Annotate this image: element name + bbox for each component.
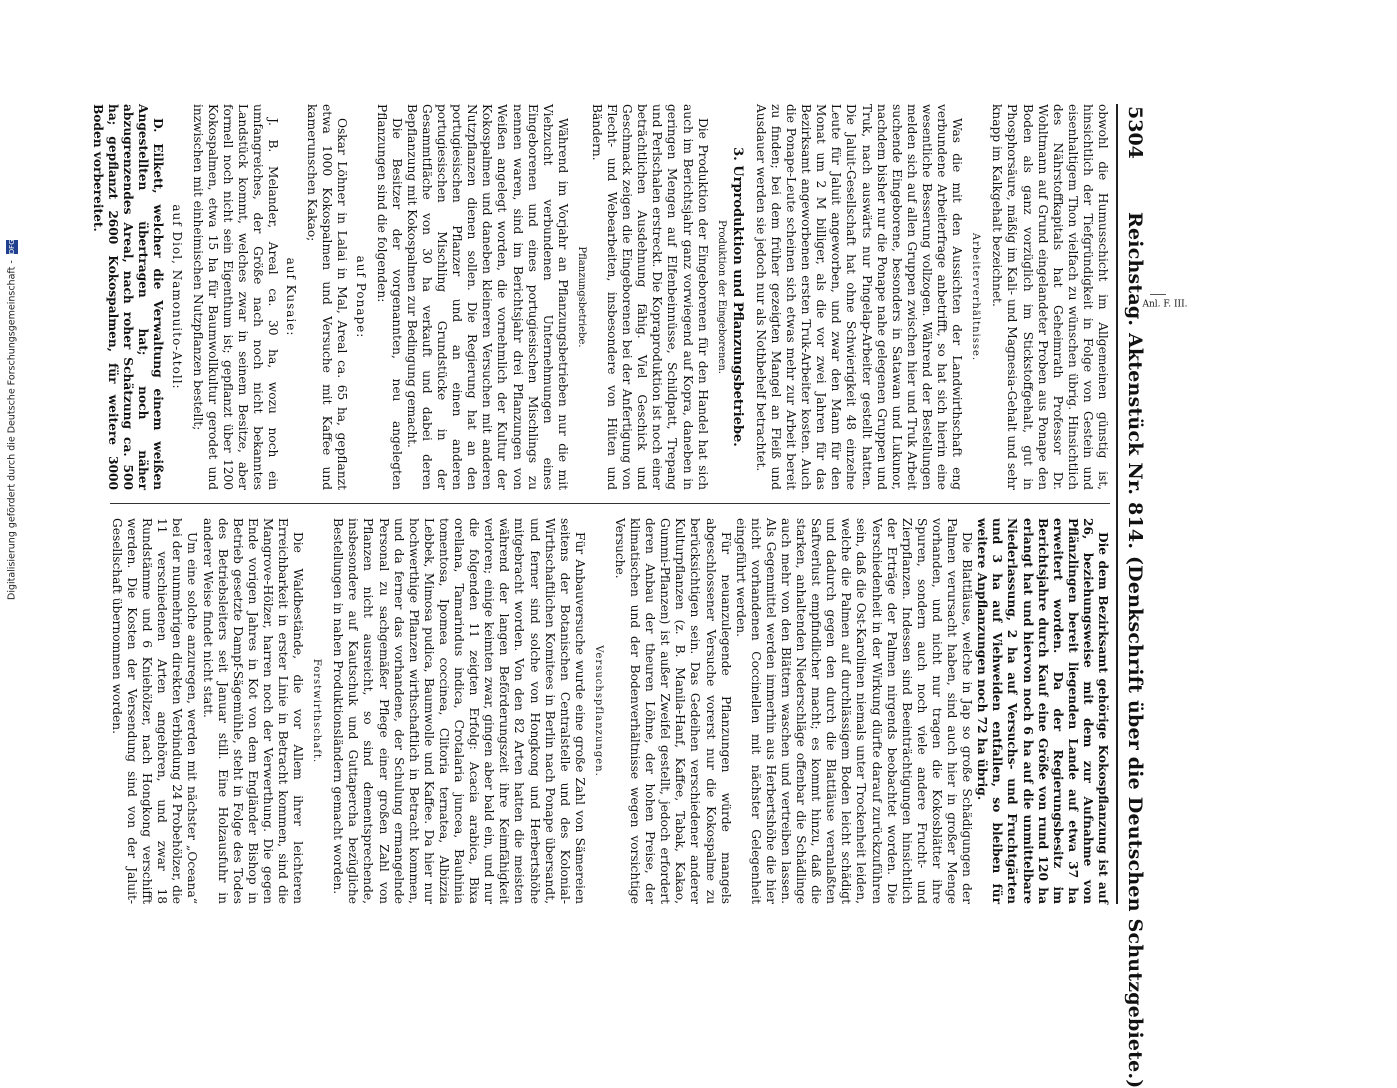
paragraph: Was die mit den Aussichten der Landwirthschaft eng verbundene Arbeiterfrage anbetrifft, so hat sich hierin eine wesentliche Besserung vollzogen. Während der Bestellungen melden sich auf allen Gruppen zwischen hier und Truk Arbeit suchende Eingeborene, besonders in Satawan und Lukunor, nachdem bisher nur die Ponape nahe gelegenen Gruppen und Truk, nach auswärts nur Pingelap-Arbeiter gestellt hatten. Die Jaluit-Gesellschaft hat ohne Schwierigkeit 48 einzelne Leute für Jaluit angeworben, und zwar den Mann für den Monat um 2 M billiger, als die vor zwei Jahren für das Bezirksamt angeworbenen ersten Truk-Arbeiter kosten. Auch die Ponape-Leute scheinen sich etwas mehr zur Arbeit bereit zu finden; bei dem früher gezeigten Mangel an Fleiß und Ausdauer werden sie jedoch nur als Nothbehelf betrachtet. — [753, 104, 965, 490]
place-heading: auf Diol, Namonuito-Atoll: — [169, 204, 184, 390]
paragraph: Die Besitzer der vorgenannten, neu angelegten Pflanzungen sind die folgenden: — [374, 104, 404, 490]
subheading: Pflanzungsbetriebe. — [575, 246, 587, 348]
paragraph: Die dem Bezirksamt gehörige Kokospflanzung ist auf 26, beziehungsweise mit dem zur Aufnahme von Pflänzlingen bereit liegenden Lande auf etwa 37 ha erweitert worden. Da der Regierungsbesitz im Berichtsjahre durch Kauf eine Größe von rund 120 ha erlangt hat und hiervon noch 6 ha auf die unmittelbare Niederlassung, 2 ha auf Versuchs- und Fruchtgärten und 3 ha auf Viehweiden entfallen, so bleiben für weitere Anpflanzungen noch 72 ha übrig. — [975, 518, 1110, 904]
page-title: Reichstag. Aktenstück Nr. 814. (Denkschrift über die Deutschen Schutzgebiete.) — [1124, 212, 1146, 1088]
paragraph: Für Anbauversuche wurde eine große Zahl von Sämereien seitens der Botanischen Centralstelle und des Kolonial-Wirthschaftlichen Komitees in Berlin nach Ponape übersandt, und ferner sind solche von Hongkong und Herbertshöhe mitgebracht worden. Von den 82 Arten hatten die meisten während der langen Beförderungszeit ihre Keimfähigkeit verloren; einige keimten zwar, gingen aber bald ein, und nur die folgenden 11 zeigten Erfolg: Acacia arabica, Bixa orellana, Tamarindus indica, Crotalaria juncea, Bauhinia tomentosa, Ipomea coccinea, Clitoria ternatea, Albizzia Lebbek, Mimosa pudica, Baumwolle und Kaffee. Da hier nur hochwerthige Pflanzen wirthschaftlich in Betracht kommen, und da ferner das vorhandene, der Schulung ermangelnde Personal zu sachgemäßer Pflege einer großen Zahl von Pflanzen nicht ausreicht, so sind dementsprechende, insbesondere auf Kautschuk und Guttapercha bezügliche Bestellungen in nahen Produktionsländern gemacht worden. — [331, 518, 587, 904]
subheading: Produktion der Eingeborenen. — [715, 220, 727, 374]
left-column — [90, 104, 1110, 490]
paragraph: Die Produktion der Eingeborenen für den Handel hat sich auch im Berichtsjahr ganz vorwiegend auf Kopra, daneben in geringen Mengen auf Elfenbeinnüsse, Schildpatt, Trepang und Perlschalen erstreckt. Die Kopraproduktion ist noch einer beträchtlichen Ausdehnung fähig. Viel Geschick und Geschmack zeigen die Eingeborenen bei der Anfertigung von Flecht- und Webearbeiten, insbesondere von Hüten und Bändern. — [590, 104, 710, 490]
document-page — [91, 104, 1188, 1088]
place-heading: auf Kusaie: — [284, 257, 299, 337]
header-rule — [1116, 104, 1118, 904]
section-heading: Versuchspflanzungen. — [592, 645, 604, 777]
right-column — [109, 518, 1110, 904]
section-heading: Forstwirthschaft. — [311, 658, 323, 764]
footer-text: Digitalisierung gefördert durch die Deutsche Forschungsgemeinschaft - — [6, 260, 18, 600]
margin-mark — [1150, 294, 1166, 295]
paragraph: Die Blattläuse, welche in Jap so große Schädigungen der Palmen verursacht haben, sind auch hier in großer Menge vorhanden, und nicht nur tragen die Kokosblätter ihre Spuren, sondern auch noch viele andere Frucht- und Zierpflanzen. Indessen sind Beeinträchtigungen hinsichtlich der Erträge der Palmen nirgends beobachtet worden. Die Verschiedenheit in der Wirkung dürfte darauf zurückzuführen sein, daß die Ost-Karolinen niemals unter Trockenheit leiden, welche die Palmen auf durchlässigem Boden leicht schädigt und dadurch gegen den durch die Blattläuse veranlaßten Saftverlust empfindlicher macht; es kommt hinzu, daß die starken, anhaltenden Niederschläge offenbar die Schädlinge auch mehr von den Blättern waschen und vertreiben lassen. Als Gegenmittel werden immerhin aus Herbertshöhe die hier nicht vorhandenen Coccinellen mit nächster Gelegenheit eingeführt werden. — [733, 518, 975, 904]
paragraph: Die Waldbestände, die vor Allem ihrer leichteren Erreichbarkeit in erster Linie in Betracht kommen, sind die Mangrove-Hölzer, harren noch der Verwerthung. Die gegen Ende vorigen Jahres in Kot von dem Engländer Bishop in Betrieb gesetzte Dampf-Sägemühle, steht in Folge des Todes des Betriebsleiters seit Januar still. Eine Holzausfuhr in anderer Weise findet nicht statt. — [200, 518, 306, 904]
dfg-logo-icon: DFG — [8, 239, 16, 255]
chapter-heading: 3. Urproduktion und Pflanzungsbetriebe. — [729, 147, 745, 447]
paragraph: Während im Vorjahr an Pflanzungsbetrieben nur die mit Viehzucht verbundenen Unternehmungen eines Eingeborenen und eines portugiesischen Mischlings zu nennen waren, sind im Berichtsjahr drei Pflanzungen von Weißen angelegt worden, die vornehmlich der Kultur der Kokospalmen und daneben kleineren Versuchen mit anderen Nutzpflanzen dienen sollen. Die Regierung hat an den portugiesischen Pflanzer und an einen anderen portugiesischen Mischling Grundstücke in der Gesammtfläche von 30 ha verkauft und dabei deren Bepflanzung mit Kokospalmen zur Bedingung gemacht. — [404, 104, 570, 490]
place-heading: auf Ponape: — [353, 255, 368, 339]
margin-note: Anl. F. III. — [1142, 299, 1188, 310]
column-divider — [110, 503, 1110, 504]
paragraph: D. Eilkett, welcher die Verwaltung einem weißen Angestellten übertragen hat; noch näher abzugrenzendes Areal, nach roher Schätzung ca. 500 ha; gepflanzt 2600 Kokospalmen, für weitere 3000 Boden vorbereitet. — [91, 104, 166, 490]
page-number: 5304 — [1124, 106, 1146, 159]
page-header — [1122, 104, 1148, 1088]
paragraph: Für neuanzulegende Pflanzungen würde mangels abgeschlossener Versuche vorerst nur die Kokospalme zu berücksichtigen sein. Das Gedeihen verschiedener anderer Kulturpflanzen (z. B. Manila-Hanf, Kaffee, Tabak, Kakao, Gummi-Pflanzen) ist außer Zweifel gestellt, jedoch erfordert deren Anbau der theuren Löhne, der hohen Preise, der klimatischen und der Bodenverhältnisse wegen vorsichtige Versuche. — [613, 518, 733, 904]
paragraph: Oskar Löhner in Lalai in Mal, Areal ca. 65 ha, gepflanzt etwa 1000 Kokospalmen und Versuche mit Kaffee und kamerunschen Kakao; — [305, 104, 350, 490]
paragraph: Um eine solche anzuregen, werden mit nächster „Oceana“ bei der nunmehrigen direkten Verbindung 24 Probehölzer, die 11 verschiedenen Arten angehören, und zwar 18 Rundstämme und 6 Kniehölzer, nach Hongkong verschifft werden. Die Kosten der Versendung sind von der Jaluit-Gesellschaft übernommen worden. — [110, 518, 200, 904]
paragraph: obwohl die Humusschicht im Allgemeinen günstig ist, hinsichtlich der Tiefgründigkeit in Folge von Gestein und eisenhaltigem Thon vielfach zu wünschen übrig. Hinsichtlich des Nährstoffkapitals hat Geheimrath Professor Dr. Wohltmann auf Grund eingelandeter Proben aus Ponape den Boden als ganz vorzüglich im Stickstoffgehalt, gut in Phosphorsäure, mäßig im Kali- und Magnesia-Gehalt und sehr knapp im Kalkgehalt bezeichnet. — [990, 104, 1110, 490]
paragraph: J. B. Melander, Areal ca. 30 ha, wozu noch ein umfangreiches, der Größe nach noch nicht bekanntes Landstück kommt, welches zwar in seinem Besitze, aber formell noch nicht sein Eigenthum ist; gepflanzt über 1200 Kokospalmen, etwa 15 ha für Baumwollkultur gerodet und inzwischen mit einheimischen Nutzpflanzen bestellt; — [190, 104, 281, 490]
funding-footer — [6, 240, 18, 600]
section-heading: Arbeiterverhältnisse. — [970, 232, 982, 362]
